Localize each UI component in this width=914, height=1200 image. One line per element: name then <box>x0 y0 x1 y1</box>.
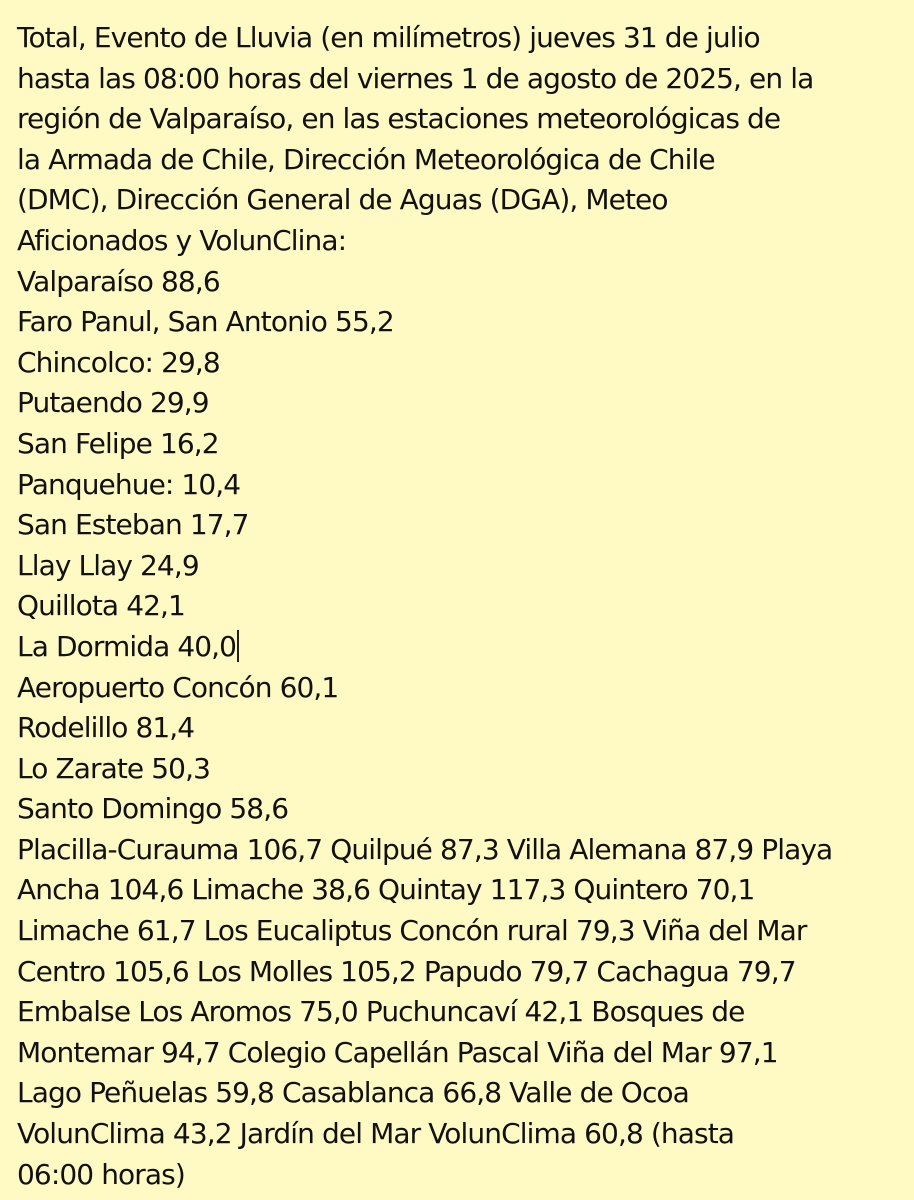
note-line: Santo Domingo 58,6 <box>17 792 289 826</box>
note-line: Centro 105,6 Los Molles 105,2 Papudo 79,7 Cachagua 79,7 <box>17 954 796 988</box>
note-line: Valparaíso 88,6 <box>17 264 220 298</box>
note-line: Llay Llay 24,9 <box>17 548 199 582</box>
note-line: Aeropuerto Concón 60,1 <box>17 670 339 704</box>
note-line: región de Valparaíso, en las estaciones meteorológicas de <box>17 102 781 136</box>
note-line: VolunClima 43,2 Jardín del Mar VolunClima 60,8 (hasta <box>17 1117 735 1151</box>
note-line: hasta las 08:00 horas del viernes 1 de agosto de 2025, en la <box>17 61 814 95</box>
note-line: Aficionados y VolunClina: <box>17 223 347 257</box>
note-line: Ancha 104,6 Limache 38,6 Quintay 117,3 Quintero 70,1 <box>17 873 755 907</box>
note-line: Placilla-Curauma 106,7 Quilpué 87,3 Villa Alemana 87,9 Playa <box>17 832 833 866</box>
note-line: Total, Evento de Lluvia (en milímetros) jueves 31 de julio <box>17 21 760 54</box>
note-line: San Esteban 17,7 <box>17 508 249 542</box>
note-line: Lo Zarate 50,3 <box>17 751 210 785</box>
note-line-text: La Dormida 40,0 <box>17 629 237 663</box>
note-line: (DMC), Dirección General de Aguas (DGA), Meteo <box>17 183 668 217</box>
note-line: Embalse Los Aromos 75,0 Puchuncaví 42,1 Bosques de <box>17 995 745 1029</box>
note-line: Rodelillo 81,4 <box>17 711 195 745</box>
note-line: Quillota 42,1 <box>17 589 185 623</box>
note-line: Faro Panul, San Antonio 55,2 <box>17 305 394 339</box>
note-line: Montemar 94,7 Colegio Capellán Pascal Viña del Mar 97,1 <box>17 1035 778 1069</box>
note-line-with-cursor <box>17 627 900 668</box>
note-line: Panquehue: 10,4 <box>17 467 241 501</box>
note-line: Putaendo 29,9 <box>17 386 209 420</box>
note-line: San Felipe 16,2 <box>17 426 219 460</box>
note-line: 06:00 horas) <box>17 1157 185 1191</box>
note-line: la Armada de Chile, Dirección Meteorológica de Chile <box>17 142 715 176</box>
note-line: Chincolco: 29,8 <box>17 345 220 379</box>
note-line: Lago Peñuelas 59,8 Casablanca 66,8 Valle de Ocoa <box>17 1076 689 1110</box>
text-cursor <box>237 630 239 662</box>
note-line: Limache 61,7 Los Eucaliptus Concón rural 79,3 Viña del Mar <box>17 914 807 948</box>
